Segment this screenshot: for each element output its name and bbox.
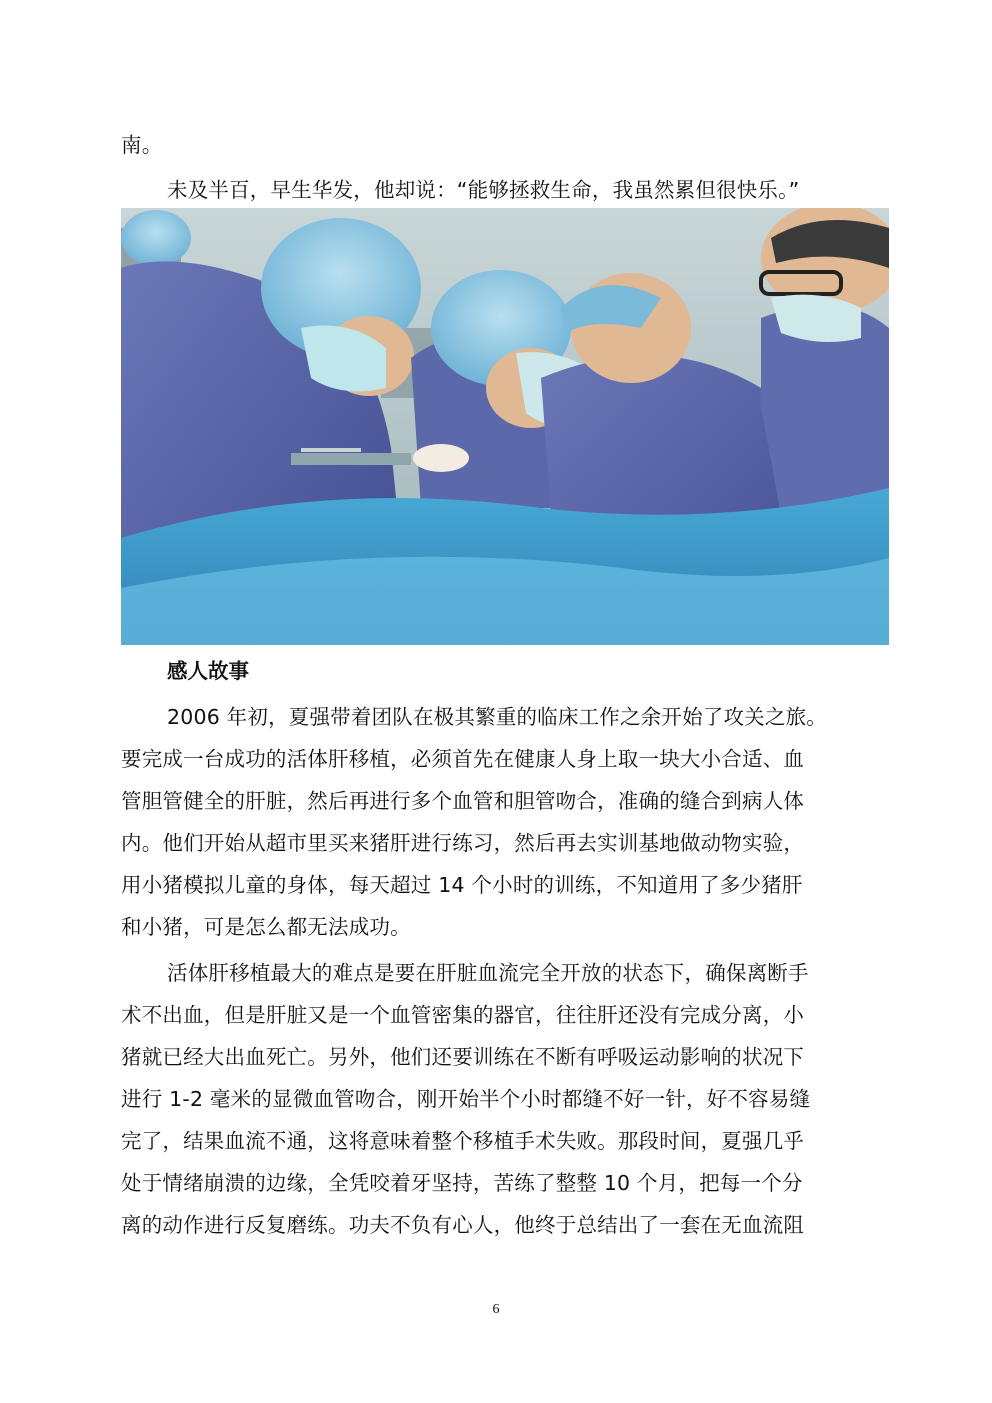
surgery-photo (121, 208, 889, 645)
quote-line: 未及半百，早生华发，他却说：“能够拯救生命，我虽然累但很快乐。” (167, 178, 800, 202)
paragraph-line: 用小猪模拟儿童的身体，每天超过 14 个小时的训练，不知道用了多少猪肝 (121, 873, 803, 897)
page-number: 6 (492, 1302, 500, 1317)
paragraph-line: 进行 1-2 毫米的显微血管吻合，刚开始半个小时都缝不好一针，好不容易缝 (121, 1087, 811, 1111)
paragraph-line: 术不出血，但是肝脏又是一个血管密集的器官，往往肝还没有完成分离，小 (121, 1003, 805, 1027)
paragraph-line: 活体肝移植最大的难点是要在肝脏血流完全开放的状态下，确保离断手 (167, 961, 809, 985)
text-line: 南。 (121, 133, 163, 157)
section-heading: 感人故事 (167, 659, 249, 683)
paragraph-line: 处于情绪崩溃的边缘，全凭咬着牙坚持，苦练了整整 10 个月，把每一个分 (121, 1171, 803, 1195)
paragraph-line: 内。他们开始从超市里买来猪肝进行练习，然后再去实训基地做动物实验， (121, 831, 805, 855)
paragraph-line: 完了，结果血流不通，这将意味着整个移植手术失败。那段时间，夏强几乎 (121, 1129, 805, 1153)
paragraph-line: 离的动作进行反复磨练。功夫不负有心人，他终于总结出了一套在无血流阻 (121, 1213, 805, 1237)
paragraph-line: 2006 年初，夏强带着团队在极其繁重的临床工作之余开始了攻关之旅。 (167, 705, 827, 729)
paragraph-line: 要完成一台成功的活体肝移植，必须首先在健康人身上取一块大小合适、血 (121, 747, 805, 771)
paragraph-line: 猪就已经大出血死亡。另外，他们还要训练在不断有呼吸运动影响的状况下 (121, 1045, 805, 1069)
paragraph-line: 和小猪，可是怎么都无法成功。 (121, 915, 411, 939)
paragraph-line: 管胆管健全的肝脏，然后再进行多个血管和胆管吻合，准确的缝合到病人体 (121, 789, 805, 813)
